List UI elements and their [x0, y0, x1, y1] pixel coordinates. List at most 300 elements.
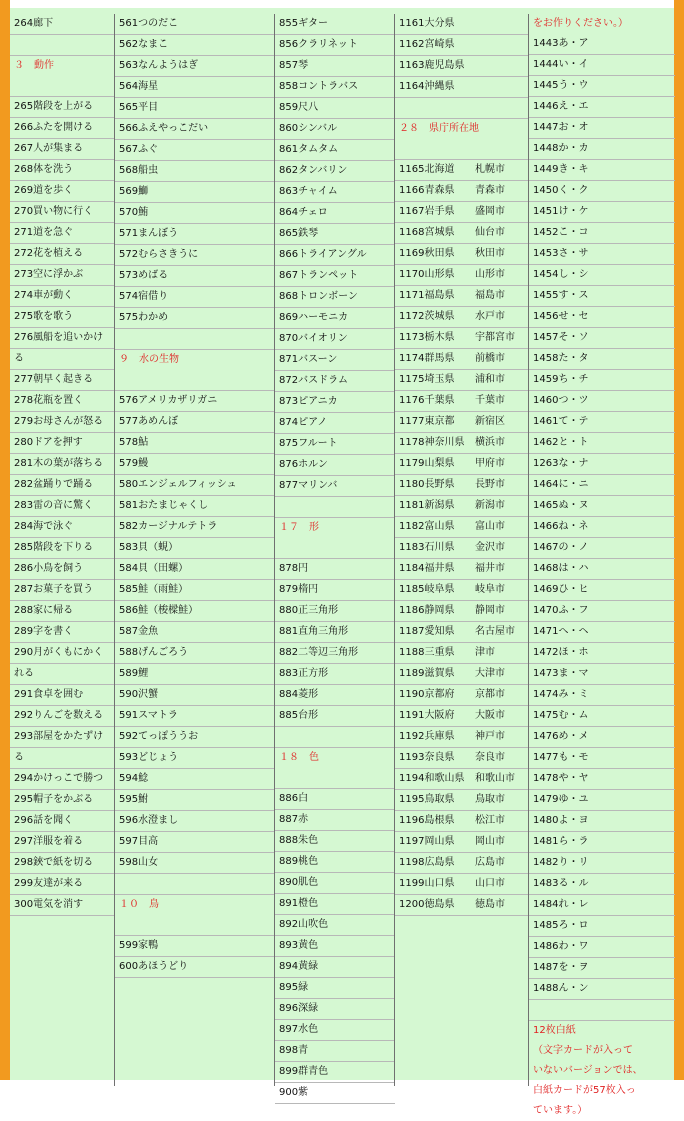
- item-label: 1452こ・コ: [533, 227, 589, 238]
- list-item: [395, 748, 529, 769]
- list-item: [275, 329, 395, 350]
- capital-city-label: 山形市: [475, 269, 505, 280]
- item-label: 581おたまじゃくし: [119, 500, 209, 511]
- list-item: [115, 957, 275, 978]
- note-text: [529, 1101, 675, 1121]
- item-label: 883正方形: [279, 668, 329, 679]
- list-item: [275, 685, 395, 706]
- list-item: [115, 140, 275, 161]
- item-label: 900紫: [279, 1087, 309, 1098]
- item-label: 1453さ・サ: [533, 248, 589, 259]
- column-actions: [10, 14, 114, 1086]
- list-item: [115, 433, 275, 454]
- list-item: [115, 664, 275, 685]
- item-label: 288家に帰る: [14, 605, 74, 616]
- item-label: 868トロンボーン: [279, 291, 358, 302]
- list-item: [10, 475, 114, 496]
- section-heading: [115, 350, 275, 370]
- item-label: 267人が集まる: [14, 143, 84, 154]
- item-label: 886白: [279, 793, 309, 804]
- item-label: 864チェロ: [279, 207, 328, 218]
- item-label: 866トライアングル: [279, 249, 367, 260]
- item-label: 873ピアニカ: [279, 396, 338, 407]
- list-item: [395, 454, 529, 475]
- item-label: 898青: [279, 1045, 309, 1056]
- list-item: [10, 454, 114, 475]
- item-label: 281木の葉が落ちる: [14, 458, 104, 469]
- list-item: [395, 139, 529, 160]
- list-item: [395, 307, 529, 328]
- list-item: [10, 538, 114, 559]
- list-item: [275, 1041, 395, 1062]
- column-instruments-shapes-colors: [274, 14, 395, 1098]
- item-label: 1449き・キ: [533, 164, 589, 175]
- item-label: 865鉄琴: [279, 228, 319, 239]
- capital-city-label: 水戸市: [475, 311, 505, 322]
- item-label: 592てっぽううお: [119, 731, 199, 742]
- item-label: 579鰻: [119, 458, 149, 469]
- item-label: 891橙色: [279, 898, 319, 909]
- item-label: 561つのだこ: [119, 18, 179, 29]
- item-label: 563なんようはぎ: [119, 60, 199, 71]
- section-heading: [115, 895, 275, 915]
- list-item: [395, 811, 529, 832]
- list-item: [115, 811, 275, 832]
- item-label: 572むらさきうに: [119, 249, 199, 260]
- item-label: 287お菓子を買う: [14, 584, 94, 595]
- item-label: 1459ち・チ: [533, 374, 589, 385]
- item-label: 888朱色: [279, 835, 319, 846]
- list-item: [395, 181, 529, 202]
- item-label: 1178神奈川県: [399, 437, 465, 448]
- list-item: [275, 873, 395, 894]
- capital-city-label: 大阪市: [475, 710, 505, 721]
- item-label: 1483る・ル: [533, 878, 589, 889]
- item-label: 1448か・カ: [533, 143, 589, 154]
- item-label: 597目高: [119, 836, 159, 847]
- list-item: [115, 832, 275, 853]
- list-item: [275, 245, 395, 266]
- list-item: [10, 811, 114, 832]
- list-item: [10, 790, 114, 811]
- list-item: [529, 244, 675, 265]
- list-item: [529, 916, 675, 937]
- item-label: 1177東京都: [399, 416, 455, 427]
- item-label: ３ 動作: [14, 60, 54, 71]
- capital-city-label: 福島市: [475, 290, 505, 301]
- item-label: 580エンジェルフィッシュ: [119, 479, 237, 490]
- item-label: 1472ほ・ホ: [533, 647, 589, 658]
- list-item: [275, 140, 395, 161]
- list-item: [529, 832, 675, 853]
- capital-city-label: 仙台市: [475, 227, 505, 238]
- item-label: る: [14, 752, 24, 763]
- item-label: 562なまこ: [119, 39, 169, 50]
- list-item: [529, 853, 675, 874]
- list-item: [395, 328, 529, 349]
- item-label: 1193奈良県: [399, 752, 455, 763]
- list-item: [395, 98, 529, 119]
- list-item: [529, 937, 675, 958]
- list-item: [115, 475, 275, 496]
- list-item: [395, 496, 529, 517]
- note-text: [529, 1041, 675, 1061]
- list-item: [395, 706, 529, 727]
- list-item: [275, 266, 395, 287]
- list-item: [115, 412, 275, 433]
- item-label: 1480よ・ヨ: [533, 815, 589, 826]
- item-label: 1461て・テ: [533, 416, 589, 427]
- item-label: 885台形: [279, 710, 319, 721]
- list-item: [115, 245, 275, 266]
- item-label: 1165北海道: [399, 164, 455, 175]
- list-item: [10, 496, 114, 517]
- item-label: 284海で泳ぐ: [14, 521, 74, 532]
- capital-city-label: 福井市: [475, 563, 505, 574]
- list-item: [10, 244, 114, 265]
- item-label: 295帽子をかぶる: [14, 794, 94, 805]
- list-item: [10, 832, 114, 853]
- item-label: 1181新潟県: [399, 500, 455, 511]
- list-item: [275, 957, 395, 978]
- list-item: [275, 434, 395, 455]
- list-item: [395, 517, 529, 538]
- list-item: [275, 350, 395, 371]
- list-item: [395, 643, 529, 664]
- item-label: ９ 水の生物: [119, 354, 179, 365]
- item-label: 872バスドラム: [279, 375, 348, 386]
- column-prefectures: [394, 14, 529, 1086]
- list-item: [10, 664, 114, 685]
- list-item: [115, 14, 275, 35]
- list-item: [275, 559, 395, 580]
- list-item: [10, 35, 114, 56]
- list-item: [275, 56, 395, 77]
- capital-city-label: 和歌山市: [475, 773, 515, 784]
- item-label: 880正三角形: [279, 605, 339, 616]
- item-label: 881直角三角形: [279, 626, 349, 637]
- item-label: 1479ゆ・ユ: [533, 794, 589, 805]
- item-label: 270買い物に行く: [14, 206, 94, 217]
- item-label: 1465ぬ・ヌ: [533, 500, 589, 511]
- item-label: 1481ら・ラ: [533, 836, 589, 847]
- list-item: [10, 433, 114, 454]
- column-water-creatures: [114, 14, 275, 1086]
- list-item: [10, 895, 114, 916]
- item-label: 1196島根県: [399, 815, 455, 826]
- item-label: 882二等辺三角形: [279, 647, 359, 658]
- list-item: [395, 202, 529, 223]
- item-label: 1470ふ・フ: [533, 605, 589, 616]
- list-item: [115, 580, 275, 601]
- list-item: [115, 370, 275, 391]
- item-label: 1450く・ク: [533, 185, 589, 196]
- capital-city-label: 松江市: [475, 815, 505, 826]
- list-item: [529, 307, 675, 328]
- list-item: [529, 265, 675, 286]
- list-item: [275, 768, 395, 789]
- list-item: [10, 601, 114, 622]
- list-item: [115, 266, 275, 287]
- capital-city-label: 新宿区: [475, 416, 505, 427]
- item-label: 293部屋をかたずけ: [14, 731, 104, 742]
- capital-city-label: 千葉市: [475, 395, 505, 406]
- item-label: 1189滋賀県: [399, 668, 455, 679]
- list-item: [395, 622, 529, 643]
- list-item: [529, 160, 675, 181]
- list-item: [275, 999, 395, 1020]
- list-item: [529, 496, 675, 517]
- item-label: 1474み・ミ: [533, 689, 589, 700]
- item-label: 1475む・ム: [533, 710, 589, 721]
- left-orange-border: [0, 0, 10, 1080]
- list-item: [529, 76, 675, 97]
- item-label: 279お母さんが怒る: [14, 416, 104, 427]
- item-label: 889桃色: [279, 856, 319, 867]
- item-label: 268体を洗う: [14, 164, 74, 175]
- item-label: 1198広島県: [399, 857, 455, 868]
- capital-city-label: 盛岡市: [475, 206, 505, 217]
- item-label: 1188三重県: [399, 647, 455, 658]
- item-label: 584貝（田螺）: [119, 563, 189, 574]
- item-label: 566ふえやっこだい: [119, 123, 209, 134]
- item-label: 1469ひ・ヒ: [533, 584, 589, 595]
- item-label: る: [14, 353, 24, 364]
- item-label: 871バスーン: [279, 354, 338, 365]
- item-label: 887赤: [279, 814, 309, 825]
- item-label: 296話を聞く: [14, 815, 74, 826]
- list-item: [10, 412, 114, 433]
- list-item: [115, 790, 275, 811]
- item-label: 893黄色: [279, 940, 319, 951]
- list-item: [529, 580, 675, 601]
- capital-city-label: 鳥取市: [475, 794, 505, 805]
- list-item: [10, 181, 114, 202]
- item-label: 274車が動く: [14, 290, 74, 301]
- item-label: 1486わ・ワ: [533, 941, 589, 952]
- item-label: 890肌色: [279, 877, 319, 888]
- list-item: [115, 706, 275, 727]
- list-item: [275, 538, 395, 559]
- list-item: [275, 643, 395, 664]
- item-label: 1478や・ヤ: [533, 773, 589, 784]
- list-item: [395, 601, 529, 622]
- list-item: [395, 538, 529, 559]
- list-item: [529, 1000, 675, 1021]
- item-label: 283雷の音に驚く: [14, 500, 94, 511]
- item-label: 1485ろ・ロ: [533, 920, 589, 931]
- list-item: [529, 55, 675, 76]
- list-item: [115, 329, 275, 350]
- item-label: 1451け・ケ: [533, 206, 589, 217]
- list-item: [395, 56, 529, 77]
- item-label: 1168宮城県: [399, 227, 455, 238]
- item-label: 1164沖縄県: [399, 81, 455, 92]
- list-item: [115, 853, 275, 874]
- item-label: 1191大阪府: [399, 710, 455, 721]
- item-label: 271道を急ぐ: [14, 227, 74, 238]
- capital-city-label: 徳島市: [475, 899, 505, 910]
- list-item: [529, 538, 675, 559]
- capital-city-label: 富山市: [475, 521, 505, 532]
- capital-city-label: 青森市: [475, 185, 505, 196]
- list-item: [10, 559, 114, 580]
- item-label: 565平目: [119, 102, 159, 113]
- list-item: [275, 182, 395, 203]
- item-label: 1455す・ス: [533, 290, 589, 301]
- list-item: [275, 224, 395, 245]
- item-label: 1476め・メ: [533, 731, 589, 742]
- item-label: 1167岩手県: [399, 206, 455, 217]
- list-item: [275, 622, 395, 643]
- item-label: 1462と・ト: [533, 437, 589, 448]
- item-label: 300電気を消す: [14, 899, 84, 910]
- item-label: 290月がくもにかく: [14, 647, 104, 658]
- list-item: [275, 810, 395, 831]
- item-label: 1447お・オ: [533, 122, 589, 133]
- item-label: 897水色: [279, 1024, 319, 1035]
- list-item: [275, 1083, 395, 1104]
- item-label: 280ドアを押す: [14, 437, 83, 448]
- list-item: [115, 391, 275, 412]
- list-item: [275, 413, 395, 434]
- list-item: [529, 328, 675, 349]
- item-label: 858コントラバス: [279, 81, 359, 92]
- item-label: 265階段を上がる: [14, 101, 94, 112]
- list-item: [395, 832, 529, 853]
- list-item: [115, 56, 275, 77]
- item-label: 856クラリネット: [279, 39, 358, 50]
- item-label: 884菱形: [279, 689, 319, 700]
- list-item: [10, 349, 114, 370]
- list-item: [115, 538, 275, 559]
- list-item: [529, 643, 675, 664]
- list-item: [10, 580, 114, 601]
- list-item: [10, 370, 114, 391]
- item-label: 1468は・ハ: [533, 563, 589, 574]
- list-item: [529, 601, 675, 622]
- item-label: 1197岡山県: [399, 836, 455, 847]
- list-item: [395, 685, 529, 706]
- item-label: 269道を歩く: [14, 185, 74, 196]
- item-label: ています。）: [533, 1105, 588, 1116]
- list-item: [275, 98, 395, 119]
- list-item: [115, 496, 275, 517]
- list-item: [10, 853, 114, 874]
- note-text: [529, 1061, 675, 1081]
- item-label: 1173栃木県: [399, 332, 455, 343]
- item-label: 285階段を下りる: [14, 542, 94, 553]
- item-label: 564海星: [119, 81, 159, 92]
- list-item: [529, 223, 675, 244]
- item-label: 571まんぼう: [119, 228, 179, 239]
- list-item: [395, 769, 529, 790]
- item-label: 587金魚: [119, 626, 159, 637]
- item-label: 577あめんぼ: [119, 416, 179, 427]
- list-item: [395, 412, 529, 433]
- item-label: 595鮒: [119, 794, 149, 805]
- list-item: [275, 371, 395, 392]
- list-item: [115, 727, 275, 748]
- list-item: [275, 161, 395, 182]
- item-label: 570鮪: [119, 207, 149, 218]
- capital-city-label: 浦和市: [475, 374, 505, 385]
- list-item: [10, 517, 114, 538]
- list-item: [395, 895, 529, 916]
- capital-city-label: 奈良市: [475, 752, 505, 763]
- item-label: 876ホルン: [279, 459, 328, 470]
- list-item: [275, 852, 395, 873]
- list-item: [395, 790, 529, 811]
- capital-city-label: 札幌市: [475, 164, 505, 175]
- list-item: [10, 307, 114, 328]
- item-label: 1482り・リ: [533, 857, 589, 868]
- list-item: [10, 748, 114, 769]
- list-item: [395, 286, 529, 307]
- item-label: 573めばる: [119, 270, 169, 281]
- item-label: 585鮭（雨鮭）: [119, 584, 189, 595]
- capital-city-label: 前橋市: [475, 353, 505, 364]
- list-item: [529, 286, 675, 307]
- item-label: （文字カードが入って: [533, 1045, 633, 1056]
- item-label: 277朝早く起きる: [14, 374, 94, 385]
- note-text: [529, 14, 675, 34]
- item-label: 1263な・ナ: [533, 458, 589, 469]
- list-item: [395, 223, 529, 244]
- note-text: [529, 1021, 675, 1041]
- list-item: [115, 287, 275, 308]
- list-item: [115, 182, 275, 203]
- item-label: 1473ま・マ: [533, 668, 589, 679]
- item-label: 600あほうどり: [119, 961, 189, 972]
- item-label: 569鰤: [119, 186, 149, 197]
- item-label: 875フルート: [279, 438, 338, 449]
- list-item: [275, 580, 395, 601]
- item-label: 857琴: [279, 60, 309, 71]
- list-item: [529, 559, 675, 580]
- list-item: [10, 706, 114, 727]
- list-item: [275, 308, 395, 329]
- capital-city-label: 長野市: [475, 479, 505, 490]
- list-item: [10, 14, 114, 35]
- item-label: １０ 鳥: [119, 899, 159, 910]
- list-item: [275, 35, 395, 56]
- list-item: [275, 392, 395, 413]
- item-label: 1200徳島県: [399, 899, 455, 910]
- item-label: 892山吹色: [279, 919, 329, 930]
- list-item: [529, 622, 675, 643]
- list-item: [115, 161, 275, 182]
- item-label: 568船虫: [119, 165, 159, 176]
- list-item: [529, 202, 675, 223]
- list-item: [10, 265, 114, 286]
- list-item: [10, 223, 114, 244]
- capital-city-label: 名古屋市: [475, 626, 515, 637]
- list-item: [529, 748, 675, 769]
- item-label: 895緑: [279, 982, 309, 993]
- item-label: 1484れ・レ: [533, 899, 589, 910]
- item-label: 1464に・ニ: [533, 479, 589, 490]
- item-label: 297洋服を着る: [14, 836, 84, 847]
- capital-city-label: 横浜市: [475, 437, 505, 448]
- column-kana-cards: [528, 14, 675, 1116]
- list-item: [529, 517, 675, 538]
- list-item: [275, 894, 395, 915]
- item-label: 594鯰: [119, 773, 149, 784]
- item-label: 1163鹿児島県: [399, 60, 465, 71]
- list-item: [529, 412, 675, 433]
- item-label: 1187愛知県: [399, 626, 455, 637]
